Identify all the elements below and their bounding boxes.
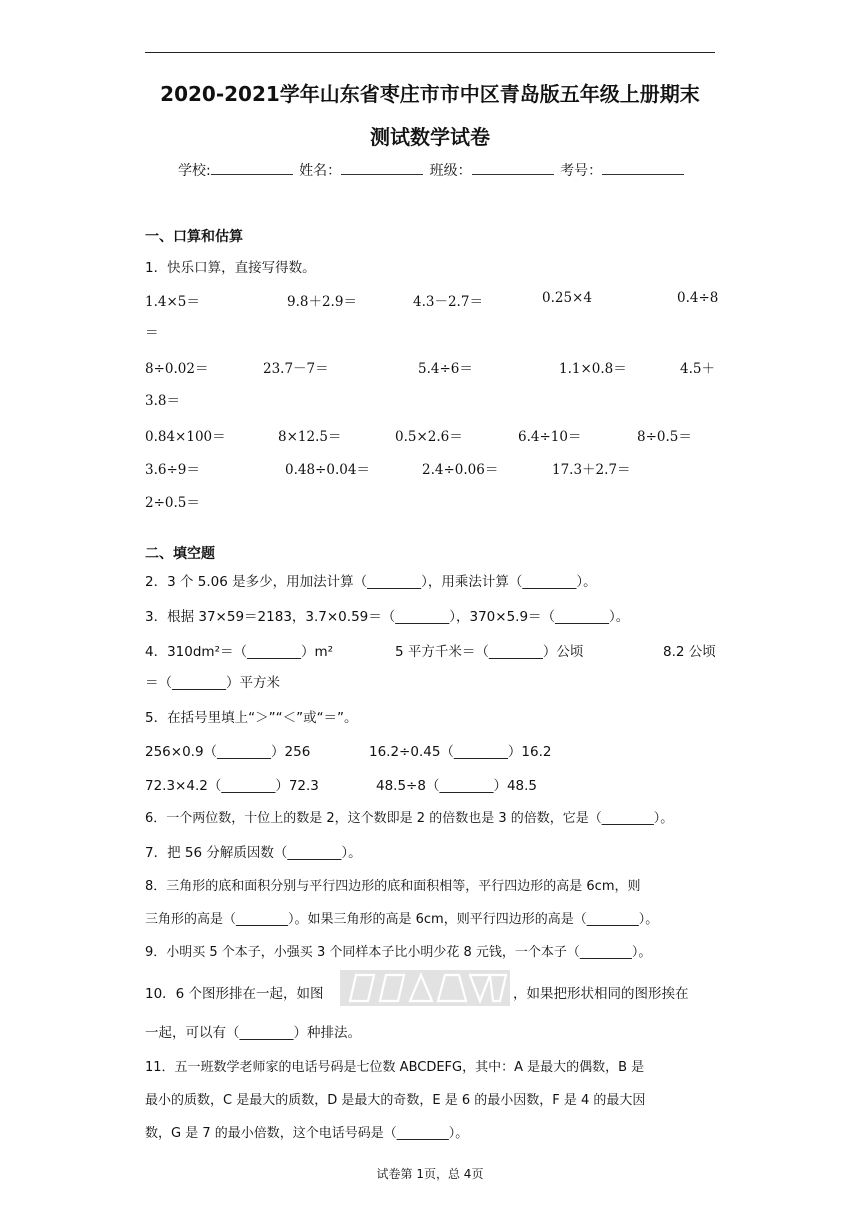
page-footer: 试卷第 1页，总 4页 [376,1167,484,1181]
shapes-figure-svg [340,970,510,1006]
class-blank[interactable] [472,162,554,175]
calc-item: 2.4÷0.06＝ [422,462,499,478]
calc-item: 8÷0.02＝ [145,361,209,377]
question-5-b: 16.2÷0.45（________）16.2 [369,744,552,760]
question-8-line-1: 8．三角形的底和面积分别与平行四边形的底和面积相等，平行四边形的高是 6cm，则 [145,879,641,894]
question-4-part-c: 8.2 公顷 [663,644,716,660]
school-blank[interactable] [211,162,293,175]
calc-item: 1.1×0.8＝ [559,361,627,377]
question-10-line-1-end: ，如果把形状相同的图形挨在 [513,986,689,1002]
calc-item: 1.4×5＝ [145,294,200,310]
section-2-heading: 二、填空题 [145,546,215,562]
calc-item: ＝ [145,325,159,341]
top-rule [145,52,715,53]
exam-no-label: 考号： [560,163,603,179]
calc-item: 17.3＋2.7＝ [552,462,631,478]
question-2: 2．3 个 5.06 是多少，用加法计算（________），用乘法计算（________）。 [145,574,597,590]
calc-item: 8×12.5＝ [278,429,342,445]
question-9: 9．小明买 5 个本子，小强买 3 个同样本子比小明少花 8 元钱，一个本子（________）。 [145,945,652,960]
calc-item: 4.5＋ [680,361,715,377]
question-4-part-d: ＝（________）平方米 [145,675,280,691]
question-11-line-3: 数，G 是 7 的最小倍数，这个电话号码是（________）。 [145,1126,469,1141]
question-4-part-a: 4．310dm²＝（________）m² [145,644,334,660]
question-7: 7．把 56 分解质因数（________）。 [145,845,362,861]
triangle-shape [470,975,490,1001]
shapes-figure [340,970,510,1006]
calc-item: 0.48÷0.04＝ [285,462,370,478]
question-1: 1．快乐口算，直接写得数。 [145,260,316,276]
calc-item: 2÷0.5＝ [145,495,200,511]
title-line-1: 2020-2021学年山东省枣庄市市中区青岛版五年级上册期末 [160,82,700,106]
question-6: 6．一个两位数，十位上的数是 2，这个数即是 2 的倍数也是 3 的倍数，它是（________）。 [145,811,674,826]
question-11-line-2: 最小的质数，C 是最大的质数，D 是最大的奇数，E 是 6 的最小因数，F 是 4 的最大因 [145,1093,646,1108]
question-4-part-b: 5 平方千米＝（________）公顷 [395,644,584,660]
triangle-shape [410,975,432,1001]
name-blank[interactable] [341,162,423,175]
class-label: 班级： [429,163,472,179]
calc-item: 3.8＝ [145,393,180,409]
question-5-c: 72.3×4.2（________）72.3 [145,778,319,794]
calc-item: 3.6÷9＝ [145,462,200,478]
question-10-line-2: 一起，可以有（________）种排法。 [145,1025,361,1041]
calc-item: 0.25×4 [542,290,592,306]
calc-item: 23.7－7＝ [263,361,329,377]
parallelogram-shape [350,975,374,1001]
name-label: 姓名： [299,163,342,179]
trapezoid-shape [490,975,506,1001]
calc-item: 0.4÷8 [677,290,719,306]
exam-no-blank[interactable] [602,162,684,175]
question-5-a: 256×0.9（________）256 [145,744,311,760]
calc-item: 8÷0.5＝ [637,429,692,445]
calc-item: 9.8＋2.9＝ [287,294,357,310]
trapezoid-shape [438,975,466,1001]
calc-item: 4.3－2.7＝ [413,294,483,310]
question-5-d: 48.5÷8（________）48.5 [376,778,538,794]
school-label: 学校: [178,163,211,179]
calc-item: 6.4÷10＝ [518,429,582,445]
calc-item: 5.4÷6＝ [418,361,473,377]
question-3: 3．根据 37×59＝2183，3.7×0.59＝（________），370×5.9＝（________）。 [145,609,630,625]
parallelogram-shape [380,975,404,1001]
calc-item: 0.5×2.6＝ [395,429,463,445]
question-8-line-2: 三角形的高是（________）。如果三角形的高是 6cm，则平行四边形的高是（________）。 [145,912,659,927]
question-10-line-1-start: 10．6 个图形排在一起，如图 [145,986,324,1002]
question-11-line-1: 11．五一班数学老师家的电话号码是七位数 ABCDEFG，其中：A 是最大的偶数，B 是 [145,1060,645,1075]
calc-item: 0.84×100＝ [145,429,226,445]
section-1-heading: 一、口算和估算 [145,229,243,245]
question-5: 5．在括号里填上“＞”“＜”或“＝”。 [145,710,358,726]
student-info-line [178,160,686,180]
title-line-2: 测试数学试卷 [370,125,490,149]
